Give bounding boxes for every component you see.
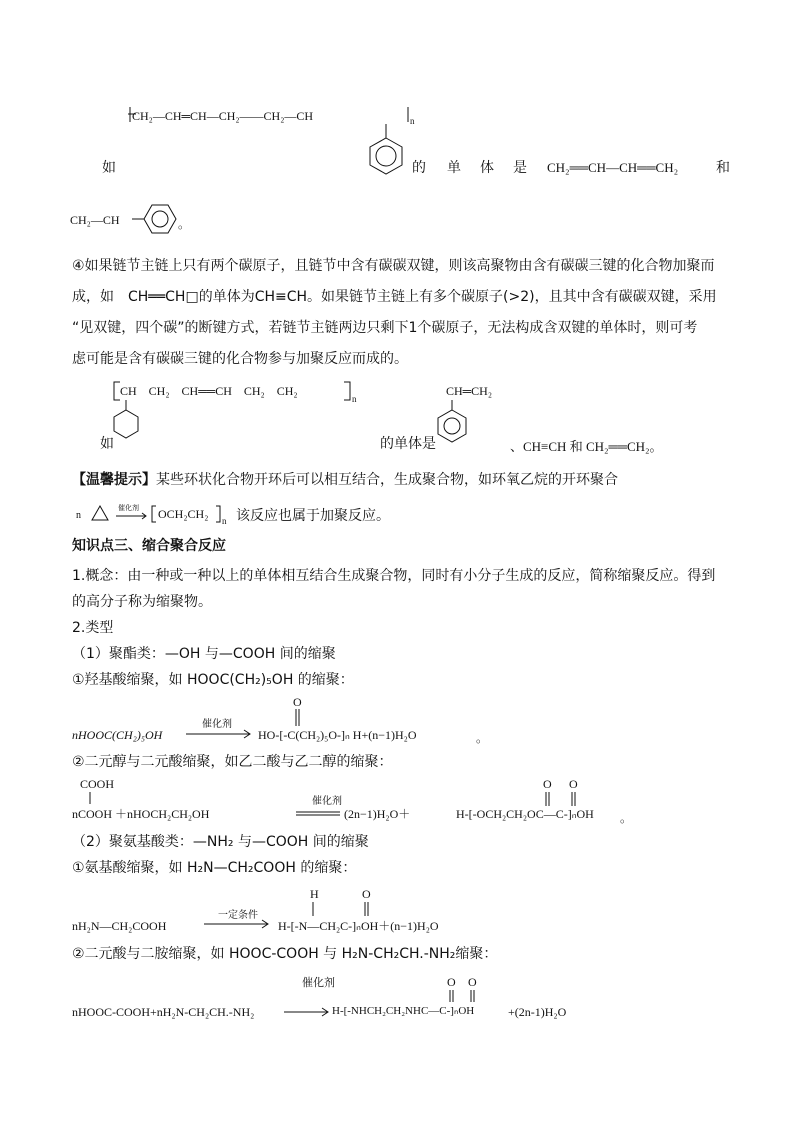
tip-text: 某些环状化合物开环后可以相互结合，生成聚合物，如环氧乙烷的开环聚合	[156, 472, 618, 488]
eq2-o2: O	[569, 777, 578, 791]
eq1-left: nHOOC(CH₂)₅OH	[72, 728, 163, 742]
tip-label: 【温馨提示】	[72, 472, 156, 488]
eq1-o: O	[293, 695, 302, 709]
para4-line2: 成，如 CH══CH□的单体为CH≡CH。如果链节主链上有多个碳原子(>2)，且其中含有碳碳双键，采用	[72, 289, 717, 305]
epoxide-n: n	[76, 510, 81, 521]
epoxide-product-n: n	[222, 516, 227, 526]
equation-1	[72, 694, 672, 750]
eq2-end: 。	[620, 811, 633, 825]
polymer-structure-2	[112, 380, 372, 450]
eq1-catalyst: 催化剂	[202, 719, 232, 730]
equation-4	[72, 968, 692, 1028]
eq2-right: H-[-OCH₂CH₂OC—C-]ₙOH	[456, 807, 594, 821]
polymer-1-formula: CH₂—CH═CH—CH₂——CH₂—CH	[132, 109, 314, 123]
polymer-2-formula: CH CH₂ CH══CH CH₂ CH₂	[120, 384, 298, 398]
amino-label: ①氨基酸缩聚，如 H₂N—CH₂COOH 的缩聚：	[72, 860, 357, 876]
styrene-2-formula: CH═CH₂	[446, 384, 493, 398]
eq3-catalyst: 一定条件	[218, 910, 258, 921]
epoxide-polymerization	[76, 498, 246, 528]
polymer-structure-1	[128, 100, 428, 180]
eq2-left: nCOOH ＋nHOCH₂CH₂OH	[72, 807, 210, 821]
ru-label-2: 如	[100, 436, 114, 452]
styrene-1-formula: CH₂—CH	[70, 213, 120, 227]
eq3-o: O	[362, 887, 371, 901]
eq4-o2: O	[468, 975, 477, 989]
block2-tail2: 、CH≡CH 和 CH₂══CH₂。	[510, 439, 663, 454]
block2-tail1: 的单体是	[380, 436, 436, 452]
diol-label: ②二元醇与二元酸缩聚，如乙二酸与乙二醇的缩聚：	[72, 754, 393, 770]
eq2-top: COOH	[80, 777, 115, 791]
eq4-left: nHOOC-COOH+nH₂N-CH₂CH.-NH₂	[72, 1005, 255, 1019]
he-label: 和	[716, 160, 730, 176]
equation-3	[72, 884, 572, 940]
equation-2	[72, 772, 692, 832]
tip-tail: 该反应也属于加聚反应。	[236, 508, 390, 524]
para4-line1: ④如果链节主链上只有两个碳原子，且链节中含有碳碳双键，则该高聚物由含有碳碳三键的化合物加聚而	[72, 258, 715, 274]
polyester-label: （1）聚酯类：—OH 与—COOH 间的缩聚	[72, 646, 336, 662]
epoxide-catalyst: 催化剂	[118, 504, 139, 512]
eq1-right: HO-[-C(CH₂)₅O-]ₙ H+(n−1)H₂O	[258, 728, 417, 742]
ru-label: 如	[102, 160, 116, 176]
polyamide-label: （2）聚氨基酸类：—NH₂ 与—COOH 间的缩聚	[72, 834, 369, 850]
concept-line1: 1.概念：由一种或一种以上的单体相互结合生成聚合物，同时有小分子生成的反应，简称缩聚反应。得到	[72, 568, 716, 584]
de-label: 的	[412, 160, 426, 176]
section3-heading: 知识点三、缩合聚合反应	[72, 538, 226, 554]
concept-line2: 的高分子称为缩聚物。	[72, 594, 212, 610]
polymer-1-n: n	[410, 116, 415, 126]
dan-label: 单	[447, 160, 461, 176]
eq2-mid: (2n−1)H₂O＋	[344, 807, 411, 821]
eq3-right: H-[-N—CH₂C-]ₙOH＋(n−1)H₂O	[278, 919, 439, 933]
eq4-right: H-[-NHCH₂CH₂NHC—C-]ₙOH	[332, 1005, 475, 1017]
eq2-o1: O	[543, 777, 552, 791]
eq4-end: +(2n-1)H₂O	[508, 1005, 567, 1019]
styrene-structure-1	[70, 200, 220, 240]
ti-label: 体	[480, 160, 494, 176]
polymer-2-n: n	[352, 394, 357, 404]
period-1: 。	[178, 217, 191, 231]
tip-line	[72, 470, 618, 490]
eq4-catalyst: 催化剂	[302, 977, 335, 989]
hydroxy-label: ①羟基酸缩聚，如 HOOC(CH₂)₅OH 的缩聚：	[72, 672, 354, 688]
eq2-catalyst: 催化剂	[312, 796, 342, 807]
types-label: 2.类型	[72, 620, 114, 636]
epoxide-product: OCH₂CH₂	[158, 507, 209, 521]
eq1-end: 。	[476, 731, 489, 745]
eq3-left: nH₂N—CH₂COOH	[72, 919, 167, 933]
eq3-h: H	[310, 887, 319, 901]
diamine-label: ②二元酸与二胺缩聚，如 HOOC-COOH 与 H₂N-CH₂CH.-NH₂缩聚：	[72, 946, 498, 962]
shi-label: 是	[513, 160, 527, 176]
eq4-o1: O	[447, 975, 456, 989]
para4-line4: 虑可能是含有碳碳三键的化合物参与加聚反应而成的。	[72, 351, 408, 367]
monomer-butadiene: CH₂══CH—CH══CH₂	[547, 160, 679, 175]
para4-line3: “见双键，四个碳”的断键方式，若链节主链两边只剩下1个碳原子，无法构成含双键的单体时，则可考	[72, 320, 698, 336]
